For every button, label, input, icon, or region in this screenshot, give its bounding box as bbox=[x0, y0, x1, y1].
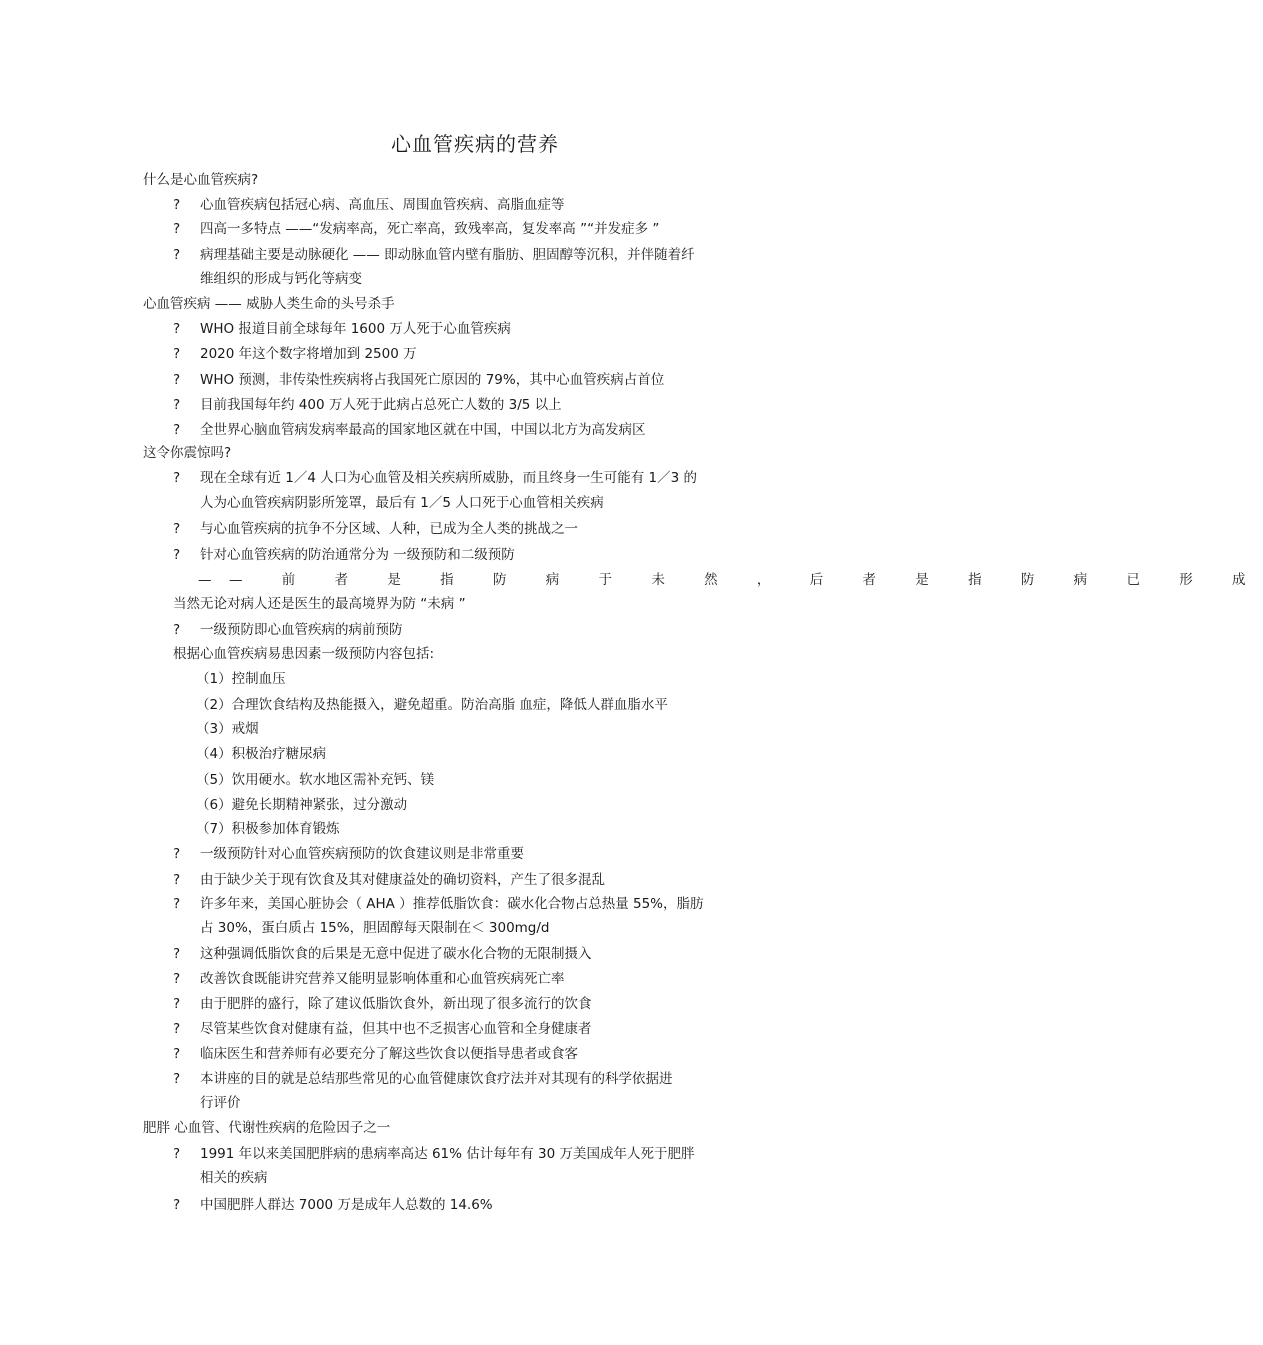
bullet-marker: ? bbox=[173, 422, 181, 438]
list-item-text: 尽管某些饮食对健康有益，但其中也不乏损害心血管和全身健康者 bbox=[200, 1021, 592, 1037]
list-item-text: 1991 年以来美国肥胖病的患病率高达 61% 估计每年有 30 万美国成年人死于肥胖 bbox=[200, 1146, 695, 1162]
list-item-text: 改善饮食既能讲究营养又能明显影响体重和心血管疾病死亡率 bbox=[200, 971, 565, 987]
list-item-text: 临床医生和营养师有必要充分了解这些饮食以便指导患者或食客 bbox=[200, 1046, 578, 1062]
list-item bbox=[173, 520, 578, 538]
bullet-marker: ? bbox=[173, 946, 181, 962]
list-item bbox=[173, 995, 592, 1013]
list-item-text: 与心血管疾病的抗争不分区域、人种，已成为全人类的挑战之一 bbox=[200, 521, 578, 537]
list-item-text: WHO 预测，非传染性疾病将占我国死亡原因的 79%，其中心血管疾病占首位 bbox=[200, 372, 665, 388]
list-item-text: 这种强调低脂饮食的后果是无意中促进了碳水化合物的无限制摄入 bbox=[200, 946, 592, 962]
numbered-item: （1）控制血压 bbox=[196, 671, 286, 687]
bullet-marker: ? bbox=[173, 896, 181, 912]
list-item-text: 心血管疾病包括冠心病、高血压、周围血管疾病、高脂血症等 bbox=[200, 197, 565, 213]
bullet-marker: ? bbox=[173, 996, 181, 1012]
bullet-marker: ? bbox=[173, 372, 181, 388]
list-item bbox=[173, 421, 646, 439]
list-item-continuation: 维组织的形成与钙化等病变 bbox=[200, 271, 362, 287]
list-item-text: 中国肥胖人群达 7000 万是成年人总数的 14.6% bbox=[200, 1197, 493, 1213]
bullet-marker: ? bbox=[173, 846, 181, 862]
bullet-marker: ? bbox=[173, 197, 181, 213]
bullet-marker: ? bbox=[173, 872, 181, 888]
bullet-marker: ? bbox=[173, 247, 181, 263]
paragraph-line: 当然无论对病人还是医生的最高境界为防 “未病 ” bbox=[173, 596, 466, 612]
list-item-text: 病理基础主要是动脉硬化 —— 即动脉血管内壁有脂肪、胆固醇等沉积，并伴随着纤 bbox=[200, 247, 695, 263]
page-title: 心血管疾病的营养 bbox=[391, 132, 559, 156]
heading-what-is: 什么是心血管疾病? bbox=[143, 172, 259, 188]
bullet-marker: ? bbox=[173, 470, 181, 486]
list-item bbox=[173, 945, 592, 963]
bullet-marker: ? bbox=[173, 397, 181, 413]
numbered-item: （7）积极参加体育锻炼 bbox=[196, 821, 340, 837]
list-item-text: 本讲座的目的就是总结那些常见的心血管健康饮食疗法并对其现有的科学依据进 bbox=[200, 1071, 673, 1087]
list-item-text: 现在全球有近 1／4 人口为心血管及相关疾病所威胁，而且终身一生可能有 1／3 的 bbox=[200, 470, 698, 486]
numbered-item: （6）避免长期精神紧张，过分激动 bbox=[196, 797, 408, 813]
paragraph-line: 根据心血管疾病易患因素一级预防内容包括: bbox=[173, 646, 435, 662]
list-item bbox=[173, 1020, 592, 1038]
numbered-item: （2）合理饮食结构及热能摄入，避免超重。防治高脂 血症，降低人群血脂水平 bbox=[196, 697, 668, 713]
list-item-continuation: 相关的疾病 bbox=[200, 1170, 268, 1186]
list-item bbox=[173, 871, 605, 889]
list-item bbox=[173, 220, 659, 238]
list-item bbox=[173, 345, 417, 363]
list-item bbox=[173, 1145, 695, 1163]
bullet-marker: ? bbox=[173, 521, 181, 537]
bullet-marker: ? bbox=[173, 1071, 181, 1087]
bullet-marker: ? bbox=[173, 547, 181, 563]
list-item-text: 针对心血管疾病的防治通常分为 一级预防和二级预防 bbox=[200, 547, 515, 563]
bullet-marker: ? bbox=[173, 622, 181, 638]
list-item-text: 许多年来，美国心脏协会（ AHA ）推荐低脂饮食：碳水化合物占总热量 55%，脂肪 bbox=[200, 896, 704, 912]
bullet-marker: ? bbox=[173, 1197, 181, 1213]
list-item bbox=[173, 1070, 673, 1088]
list-item-text: WHO 报道目前全球每年 1600 万人死于心血管疾病 bbox=[200, 321, 511, 337]
list-item bbox=[173, 196, 565, 214]
numbered-item: （5）饮用硬水。软水地区需补充钙、镁 bbox=[196, 772, 435, 788]
list-item bbox=[173, 970, 565, 988]
bullet-marker: ? bbox=[173, 321, 181, 337]
list-item bbox=[173, 1045, 578, 1063]
list-item-text: 由于缺少关于现有饮食及其对健康益处的确切资料，产生了很多混乱 bbox=[200, 872, 605, 888]
justified-line bbox=[198, 571, 1263, 589]
list-item bbox=[173, 396, 562, 414]
list-item bbox=[173, 546, 515, 564]
list-item-continuation: 行评价 bbox=[200, 1095, 241, 1111]
heading-shocked: 这令你震惊吗? bbox=[143, 445, 232, 461]
list-item bbox=[173, 1196, 493, 1214]
list-item-continuation: 占 30%，蛋白质占 15%，胆固醇每天限制在＜ 300mg/d bbox=[200, 920, 550, 936]
bullet-marker: ? bbox=[173, 221, 181, 237]
list-item bbox=[173, 469, 697, 487]
list-item-text: 由于肥胖的盛行，除了建议低脂饮食外，新出现了很多流行的饮食 bbox=[200, 996, 592, 1012]
list-item bbox=[173, 371, 664, 389]
list-item bbox=[173, 621, 403, 639]
heading-killer: 心血管疾病 —— 威胁人类生命的头号杀手 bbox=[143, 296, 395, 312]
list-item-continuation: 人为心血管疾病阴影所笼罩，最后有 1／5 人口死于心血管相关疾病 bbox=[200, 495, 604, 511]
list-item bbox=[173, 320, 511, 338]
list-item-text: 2020 年这个数字将增加到 2500 万 bbox=[200, 346, 417, 362]
heading-obesity: 肥胖 心血管、代谢性疾病的危险因子之一 bbox=[143, 1120, 391, 1136]
list-item-text: 四高一多特点 ——“发病率高，死亡率高，致残率高，复发率高 ”“并发症多 ” bbox=[200, 221, 660, 237]
numbered-item: （3）戒烟 bbox=[196, 721, 259, 737]
list-item-text: 一级预防针对心血管疾病预防的饮食建议则是非常重要 bbox=[200, 846, 524, 862]
list-item bbox=[173, 895, 704, 913]
list-item-text: 一级预防即心血管疾病的病前预防 bbox=[200, 622, 403, 638]
list-item-text: 目前我国每年约 400 万人死于此病占总死亡人数的 3/5 以上 bbox=[200, 397, 562, 413]
bullet-marker: ? bbox=[173, 1021, 181, 1037]
bullet-marker: ? bbox=[173, 1046, 181, 1062]
justified-text: —— 前 者 是 指 防 病 于 未 然 ， 后 者 是 指 防 病 已 形 成 bbox=[198, 572, 1263, 588]
bullet-marker: ? bbox=[173, 971, 181, 987]
bullet-marker: ? bbox=[173, 1146, 181, 1162]
list-item bbox=[173, 246, 695, 264]
bullet-marker: ? bbox=[173, 346, 181, 362]
list-item-text: 全世界心脑血管病发病率最高的国家地区就在中国，中国以北方为高发病区 bbox=[200, 422, 646, 438]
list-item bbox=[173, 845, 524, 863]
numbered-item: （4）积极治疗糖尿病 bbox=[196, 746, 327, 762]
